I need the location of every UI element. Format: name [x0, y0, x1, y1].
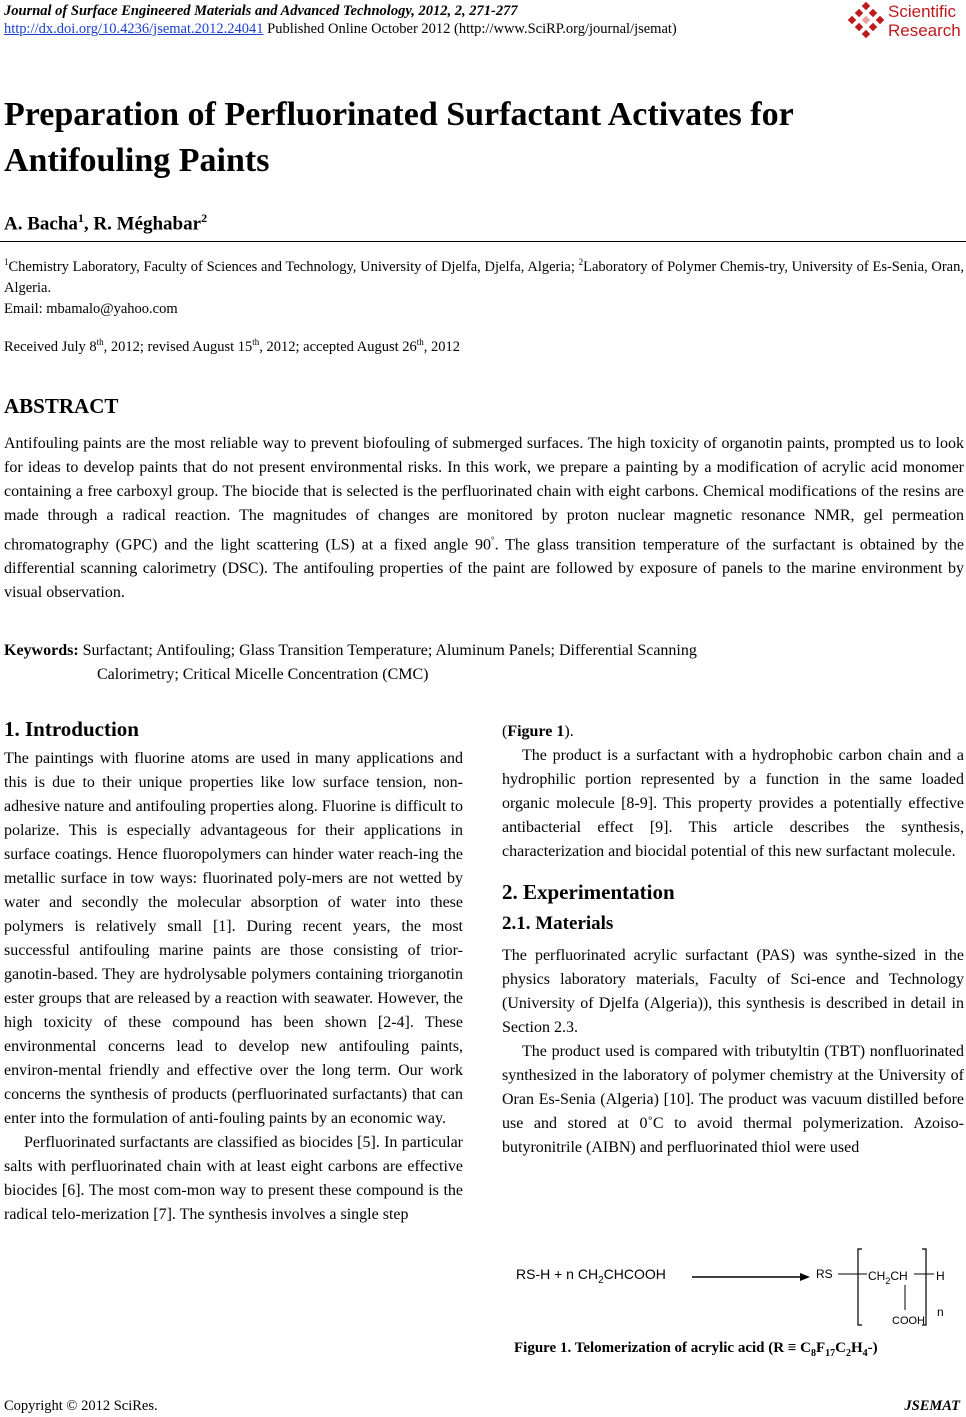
caption-text: F	[815, 1340, 826, 1356]
author-separator: ,	[83, 213, 94, 235]
ordinal: th	[96, 337, 104, 347]
affil-1: Chemistry Laboratory, Faculty of Sciences and Technology, University of Djelfa, Djelfa, Algeria;	[8, 258, 579, 275]
figure-1-reaction-scheme	[502, 1240, 964, 1335]
revised-date: , 2012; revised August 15	[103, 338, 253, 355]
product-backbone: $CH_2CH$	[868, 1269, 908, 1286]
repeat-n: n	[937, 1305, 944, 1319]
subsection-heading-materials: 2.1. Materials	[502, 913, 614, 934]
journal-volume: , 2012, 2, 271-277	[411, 3, 518, 19]
arrow-head-icon	[800, 1273, 810, 1281]
intro-paragraph-2: Perfluorinated surfactants are classified as biocides [5]. In particular salts with perfluorinated chain with at least eight carbons are effective biocides [6]. The most com-mon way to present these compound is the radical telo-merization [7]. The synthesis involves a single step	[4, 1134, 463, 1223]
left-column	[4, 717, 463, 1227]
degree-mark: °	[491, 535, 495, 545]
received-dates	[4, 337, 460, 356]
right-paragraph-1: The product is a surfactant with a hydrophobic carbon chain and a hydrophilic portion represented by a function in the same loaded organic molecule [8-9]. This property provides a potentially effective antibacterial effect [9]. This article describes the synthesis, characterization and biocidal potential of this new surfactant molecule.	[502, 747, 964, 860]
abstract-text-b: . The glass transition temperature of the surfactant is obtained by the differential scanning calorimetry (DSC). The antifouling properties of the paint are followed by exposure of panels to the marine environment by visual observation.	[4, 536, 965, 602]
received-year: , 2012	[423, 338, 461, 355]
affil-2-mark: 2	[578, 257, 584, 267]
caption-text: H	[850, 1340, 863, 1356]
ordinal: th	[252, 337, 260, 347]
abstract-heading: ABSTRACT	[4, 394, 119, 418]
scientific-research-logo	[846, 2, 964, 42]
figure-reference-line	[502, 720, 964, 744]
figure-1-link[interactable]: Figure 1	[507, 723, 565, 740]
section-heading-introduction: 1. Introduction	[4, 717, 139, 741]
doi-line	[4, 21, 677, 38]
reactants: RS-H + n $CH_2CHCOOH$	[516, 1266, 666, 1286]
author-1-affil: 1	[77, 211, 84, 225]
paper-title: Preparation of Perfluorinated Surfactant Activates for Antifouling Paints	[4, 96, 794, 179]
affil-2: Laboratory of Polymer Chemis-try, University of Es-Senia, Oran, Algeria.	[4, 258, 964, 296]
caption-text: -)	[867, 1340, 878, 1356]
logo-line-2: Research	[888, 21, 961, 40]
caption-sub: 8	[810, 1348, 816, 1359]
affiliations	[4, 252, 964, 320]
section-heading-experimentation: 2. Experimentation	[502, 880, 675, 904]
abstract-text-a: Antifouling paints are the most reliable way to prevent biofouling of submerged surfaces. The high toxicity of organotin paints, prompted us to look for ideas to develop paints that do not present environmental risks. In this work, we prepare a painting by a modification of acrylic acid monomer containing a free carboxyl group. The biocide that is selected is the perfluorinated chain with eight carbons. Chemical modifications of the resins are made through a radical reaction. The magnitudes of changes are monitored by proton nuclear magnetic resonance NMR, gel permeation chromatography (GPC) and the light scattering (LS) at a fixed angle 90	[4, 435, 964, 554]
materials-paragraph-1: The perfluorinated acrylic surfactant (PAS) was synthe-sized in the physics laboratory materials, Faculty of Sci-ence and Technology (University of Djelfa (Algeria)), this synthesis is described in detail in Section 2.3.	[502, 947, 964, 1036]
paren-close: ).	[564, 723, 574, 740]
intro-paragraph-1: The paintings with fluorine atoms are used in many applications and this is due to their unique properties like low surface tension, non-adhesive nature and antifouling properties along. Fluorine is difficult to polarize. This is especially advantageous for their applications in surface coatings. Hence fluoropolymers can hinder water reach-ing the metallic surface in tow ways: fluorinated poly-mers are not wetted by water and secondly the molecular absorption of water into these polymers is relatively small [1]. During recent years, the most successful antifouling marine paints are those consisting of trior-ganotin-based. They are hydrolysable polymers containing triorganotin ester groups that are released by a reaction with seawater. However, the high toxicity of these compound has been shown [2-4]. These environmental concerns lead to develop new antifouling paints, environ-mental friendly and effective over the long term. Our work concerns the synthesis of products (perfluorinated surfactants) that can enter into the formulation of anti-fouling paints by an economic way.	[4, 750, 463, 1127]
figure-1-caption	[514, 1340, 878, 1359]
header-rule	[0, 241, 966, 242]
logo-line-1: Scientific	[888, 2, 957, 21]
keywords-label: Keywords:	[4, 642, 79, 659]
caption-text: Figure 1. Telomerization of acrylic acid (R ≡ C	[514, 1340, 811, 1356]
materials-paragraph-2: The product used is compared with tributyltin (TBT) nonfluorinated synthesized in the laboratory of polymer chemistry at the University of Oran Es-Senia (Algeria) [10]. The product was vacuum distilled before use and stored at 0˚C to avoid thermal polymerization. Azoiso-butyronitrile (AIBN) and perfluorinated thiol were used	[502, 1043, 964, 1156]
caption-sub: 4	[862, 1348, 868, 1359]
bracket-right	[922, 1249, 926, 1325]
logo-text	[888, 2, 961, 40]
caption-sub: 17	[825, 1348, 836, 1359]
footer-journal: JSEMAT	[904, 1398, 960, 1414]
caption-text: C	[835, 1340, 846, 1356]
journal-citation	[4, 3, 518, 20]
product-cooh: COOH	[892, 1315, 925, 1327]
author-2-affil: 2	[201, 211, 208, 225]
bracket-left	[858, 1249, 862, 1325]
caption-sub: 2	[845, 1348, 851, 1359]
product-end-h: H	[936, 1269, 945, 1283]
author-2: R. Méghabar	[93, 213, 202, 235]
keywords	[4, 639, 964, 687]
author-1: A. Bacha	[4, 213, 78, 235]
abstract-body	[4, 432, 964, 605]
footer-copyright: Copyright © 2012 SciRes.	[4, 1398, 158, 1414]
published-online: Published Online October 2012 (http://www.SciRP.org/journal/jsemat)	[263, 21, 677, 37]
ordinal: th	[416, 337, 424, 347]
received-date: Received July 8	[4, 338, 97, 355]
product-rs: RS	[816, 1267, 833, 1281]
paren-open: (	[502, 723, 508, 740]
keywords-line-1: Surfactant; Antifouling; Glass Transition Temperature; Aluminum Panels; Differential Scanning	[78, 642, 697, 659]
affil-1-mark: 1	[4, 257, 9, 267]
email: Email: mbamalo@yahoo.com	[4, 300, 178, 317]
journal-name: Journal of Surface Engineered Materials and Advanced Technology	[4, 3, 412, 19]
authors	[4, 211, 207, 235]
accepted-date: , 2012; accepted August 26	[259, 338, 417, 355]
keywords-line-2: Calorimetry; Critical Micelle Concentration (CMC)	[97, 666, 429, 683]
logo-diamond-icon	[846, 2, 886, 42]
doi-link[interactable]: http://dx.doi.org/10.4236/jsemat.2012.24041	[4, 21, 264, 37]
right-column	[502, 720, 964, 1160]
